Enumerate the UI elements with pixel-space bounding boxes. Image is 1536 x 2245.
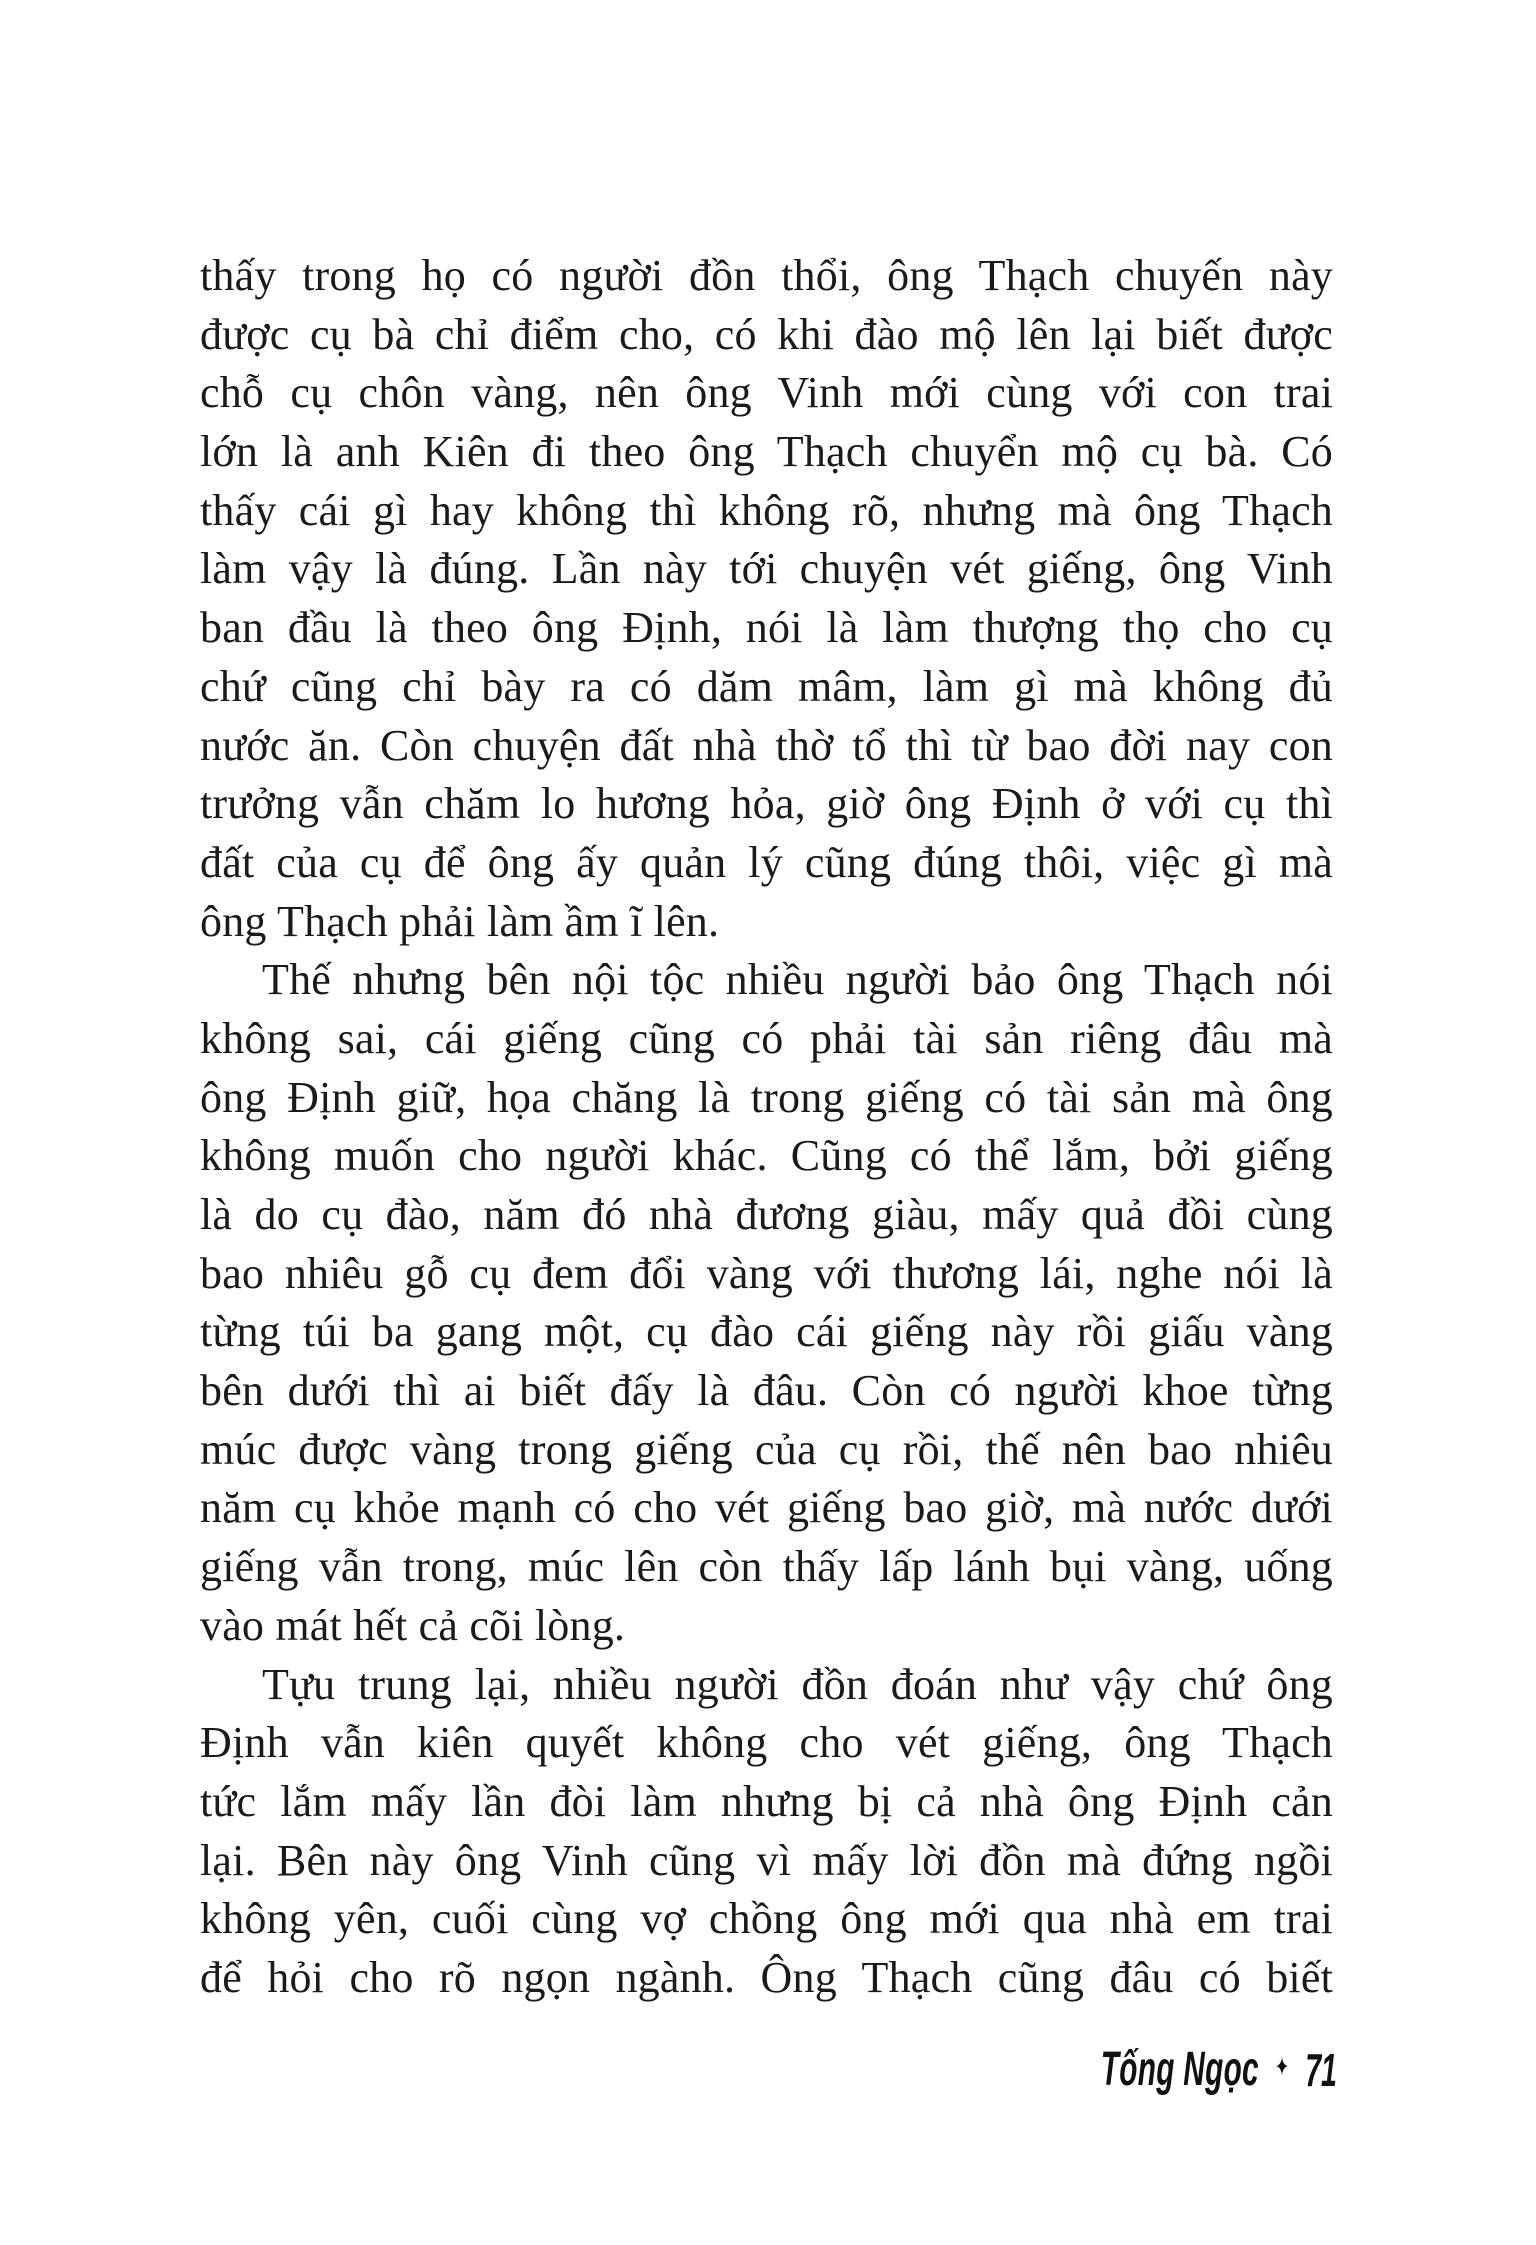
text-line: Tựu trung lại, nhiều người đồn đoán như vậy chứ ông <box>262 1659 1333 1709</box>
text-line: lại. Bên này ông Vinh cũng vì mấy lời đồn mà đứng ngồi <box>200 1835 1333 1885</box>
text-line: ông Định giữ, họa chăng là trong giếng có tài sản mà ông <box>200 1072 1333 1122</box>
text-line: làm vậy là đúng. Lần này tới chuyện vét giếng, ông Vinh <box>200 544 1333 594</box>
text-line: ban đầu là theo ông Định, nói là làm thượng thọ cho cụ <box>200 603 1333 653</box>
text-line: bao nhiêu gỗ cụ đem đổi vàng với thương lái, nghe nói là <box>200 1248 1333 1298</box>
text-line: giếng vẫn trong, múc lên còn thấy lấp lánh bụi vàng, uống <box>200 1542 1333 1592</box>
text-line: được cụ bà chỉ điểm cho, có khi đào mộ lên lại biết được <box>200 309 1333 359</box>
text-line: để hỏi cho rõ ngọn ngành. Ông Thạch cũng đâu có biết <box>200 1952 1333 2002</box>
text-line: chứ cũng chỉ bày ra có dăm mâm, làm gì mà không đủ <box>200 661 1333 711</box>
page-number: 71 <box>1305 2043 1337 2096</box>
text-line: Định vẫn kiên quyết không cho vét giếng, ông Thạch <box>200 1718 1333 1768</box>
text-line: thấy trong họ có người đồn thổi, ông Thạch chuyến này <box>200 251 1333 300</box>
text-line: không muốn cho người khác. Cũng có thể lắm, bởi giếng <box>200 1131 1333 1181</box>
running-footer <box>1101 2042 1337 2097</box>
text-line: không sai, cái giếng cũng có phải tài sản riêng đâu mà <box>200 1013 1333 1063</box>
text-line: vào mát hết cả cõi lòng. <box>200 1600 626 1650</box>
text-line: ông Thạch phải làm ầm ĩ lên. <box>200 896 720 946</box>
text-line: múc được vàng trong giếng của cụ rồi, thế nên bao nhiêu <box>200 1424 1333 1474</box>
page-footer <box>956 2042 1337 2097</box>
text-line: Thế nhưng bên nội tộc nhiều người bảo ông Thạch nói <box>262 955 1333 1005</box>
text-line: nước ăn. Còn chuyện đất nhà thờ tổ thì từ bao đời nay con <box>200 720 1333 770</box>
text-line: đất của cụ để ông ấy quản lý cũng đúng thôi, việc gì mà <box>200 837 1333 887</box>
body-text <box>200 247 1333 2008</box>
text-line: lớn là anh Kiên đi theo ông Thạch chuyển mộ cụ bà. Có <box>200 427 1333 477</box>
text-line: năm cụ khỏe mạnh có cho vét giếng bao giờ, mà nước dưới <box>200 1483 1333 1533</box>
text-line: không yên, cuối cùng vợ chồng ông mới qua nhà em trai <box>200 1894 1333 1944</box>
text-line: là do cụ đào, năm đó nhà đương giàu, mấy quả đồi cùng <box>200 1190 1333 1239</box>
text-line: thấy cái gì hay không thì không rõ, nhưng mà ông Thạch <box>200 485 1333 535</box>
text-line: trưởng vẫn chăm lo hương hỏa, giờ ông Định ở với cụ thì <box>200 779 1333 829</box>
star-separator-icon: ✦ <box>1275 2052 1290 2082</box>
text-line: chỗ cụ chôn vàng, nên ông Vinh mới cùng với con trai <box>200 368 1333 418</box>
running-author: Tống Ngọc <box>1100 2043 1260 2096</box>
text-line: từng túi ba gang một, cụ đào cái giếng này rồi giấu vàng <box>200 1307 1333 1357</box>
text-line: bên dưới thì ai biết đấy là đâu. Còn có người khoe từng <box>200 1366 1333 1416</box>
text-line: tức lắm mấy lần đòi làm nhưng bị cả nhà ông Định cản <box>200 1776 1333 1826</box>
